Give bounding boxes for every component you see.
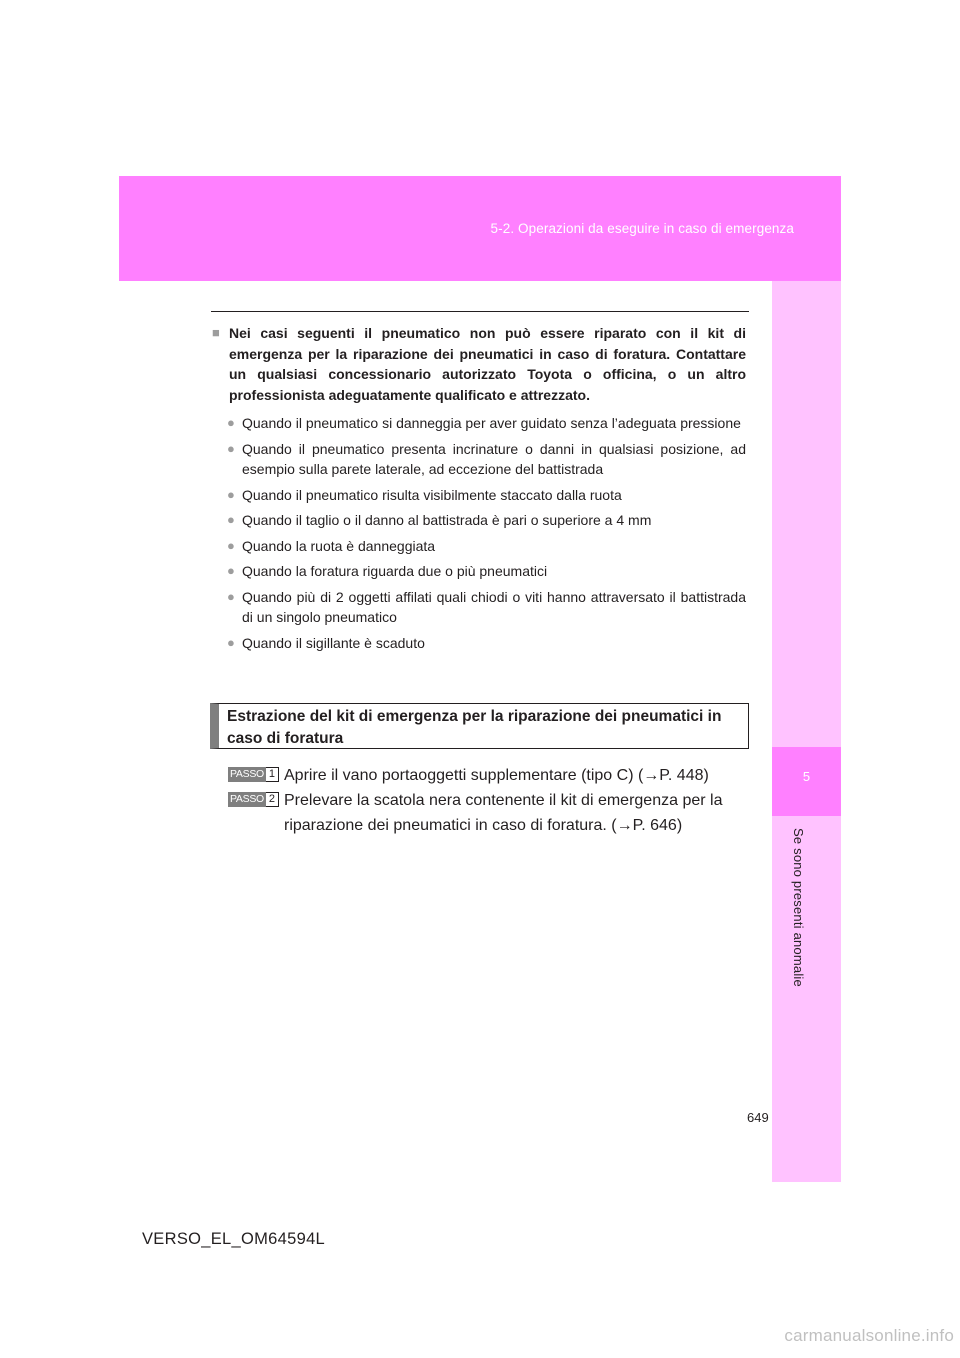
step-item <box>228 763 748 788</box>
circle-bullet-icon: ● <box>227 415 235 430</box>
condition-list <box>211 413 746 653</box>
circle-bullet-icon: ● <box>227 512 235 527</box>
note-block <box>211 323 746 658</box>
circle-bullet-icon: ● <box>227 563 235 578</box>
watermark: carmanualsonline.info <box>784 1326 954 1345</box>
circle-bullet-icon: ● <box>227 634 235 650</box>
circle-bullet-icon: ● <box>227 537 235 553</box>
step-badge <box>228 767 279 782</box>
circle-bullet-icon: ● <box>227 486 235 502</box>
list-item: ● Quando il taglio o il danno al battistrada è pari o superiore a 4 mm <box>211 510 746 531</box>
note-text: Nei casi seguenti il pneumatico non può essere riparato con il kit di emergenza per la riparazione dei pneumatici in caso di foratura. Contattare un qualsiasi concessionario autorizzato Toyota o officina, o un altro professionista adeguatamente qualificato e attrezzato. <box>229 325 746 403</box>
chapter-number: 5 <box>802 769 811 784</box>
step-item <box>228 788 748 838</box>
note-heading <box>211 323 746 405</box>
circle-bullet-icon: ● <box>227 588 235 604</box>
list-item: ● Quando la ruota è danneggiata <box>211 536 746 557</box>
section-title: Estrazione del kit di emergenza per la riparazione dei pneumatici in caso di foratura <box>227 708 722 747</box>
list-item: ● Quando la foratura riguarda due o più pneumatici <box>211 561 746 582</box>
step-number: 1 <box>266 767 279 782</box>
circle-bullet-icon: ● <box>227 440 235 456</box>
list-item: ● Quando il sigillante è scaduto <box>211 633 746 654</box>
running-header: 5-2. Operazioni da eseguire in caso di emergenza <box>490 221 794 236</box>
step-text: Prelevare la scatola nera contenente il kit di emergenza per la riparazione dei pneumatici in caso di foratura. (→P. 646) <box>284 792 723 834</box>
list-item: ● Quando il pneumatico risulta visibilmente staccato dalla ruota <box>211 485 746 506</box>
chapter-title: Se sono presenti anomalie <box>791 828 806 987</box>
step-badge <box>228 792 279 807</box>
chapter-tab <box>772 747 841 816</box>
step-label: PASSO <box>230 768 264 780</box>
list-item: ● Quando il pneumatico presenta incrinature o danni in qualsiasi posizione, ad esempio sulla parete laterale, ad eccezione del battistrada <box>227 440 746 477</box>
divider <box>211 311 749 312</box>
document-code: VERSO_EL_OM64594L <box>142 1230 326 1248</box>
list-item: ● Quando il pneumatico si danneggia per aver guidato senza l’adeguata pressione <box>211 413 746 434</box>
page-number: 649 <box>747 1110 769 1125</box>
step-number: 2 <box>266 792 279 807</box>
step-label: PASSO <box>230 793 264 805</box>
step-list <box>228 763 748 838</box>
header-band <box>119 176 841 281</box>
list-item: ● Quando più di 2 oggetti affilati quali chiodi o viti hanno attraversato il battistrada di un singolo pneumatico <box>227 588 746 625</box>
square-bullet-icon: ■ <box>212 325 220 340</box>
step-text: Aprire il vano portaoggetti supplementare (tipo C) (→P. 448) <box>284 767 709 784</box>
side-strip <box>772 281 841 1182</box>
section-heading-box <box>210 703 749 749</box>
